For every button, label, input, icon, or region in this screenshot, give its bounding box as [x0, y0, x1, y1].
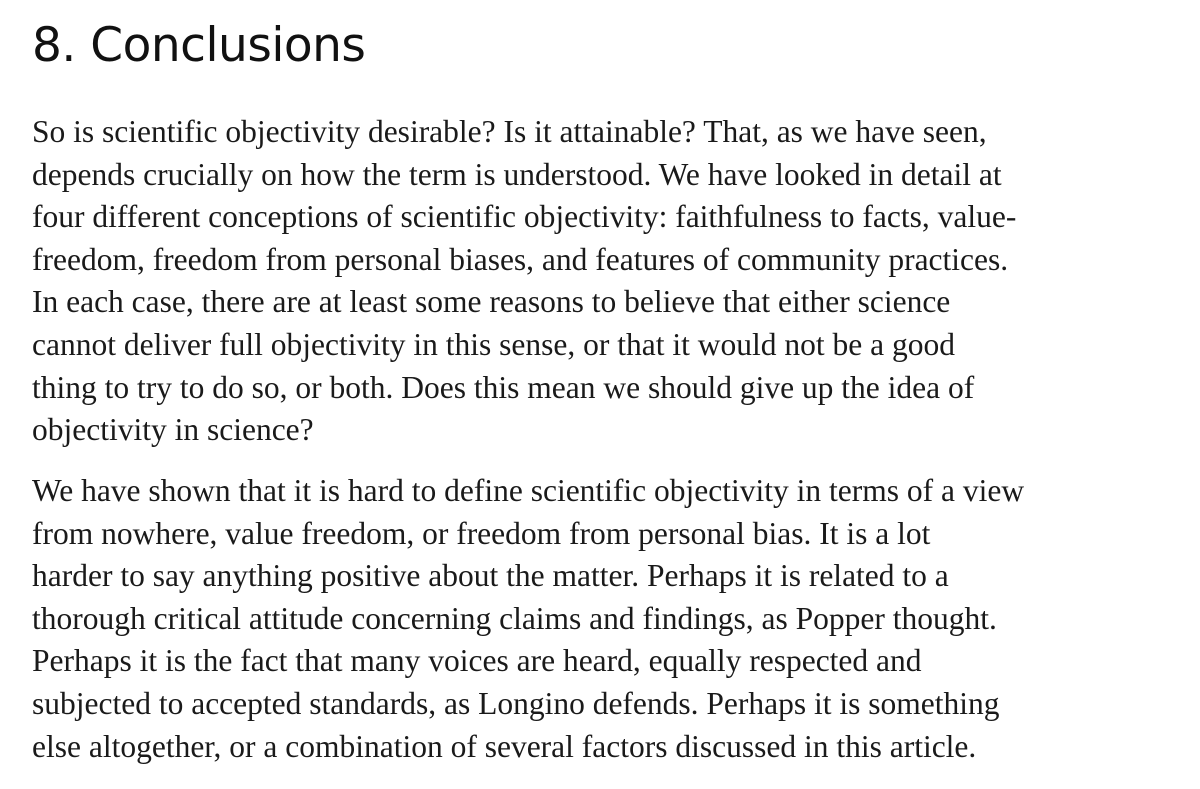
paragraph-conclusions-discussion: [32, 470, 1024, 768]
text-line: In each case, there are at least some reasons to believe that either science: [32, 284, 951, 320]
text-line: freedom, freedom from personal biases, and features of community practices.: [32, 241, 1009, 277]
text-line: So is scientific objectivity desirable? Is it attainable? That, as we have seen,: [32, 114, 987, 149]
text-line: subjected to accepted standards, as Longino defends. Perhaps it is something: [32, 685, 1000, 721]
text-line: cannot deliver full objectivity in this sense, or that it would not be a good: [32, 326, 955, 362]
text-line: four different conceptions of scientific objectivity: faithfulness to facts, value-: [32, 199, 1017, 235]
paragraph-conclusions-intro: [32, 111, 1016, 452]
text-line: thing to try to do so, or both. Does this mean we should give up the idea of: [32, 369, 975, 405]
text-line: We have shown that it is hard to define scientific objectivity in terms of a view: [32, 473, 1025, 508]
text-line: depends crucially on how the term is understood. We have looked in detail at: [32, 156, 1002, 192]
text-line: else altogether, or a combination of several factors discussed in this article.: [32, 728, 977, 764]
text-line: thorough critical attitude concerning claims and findings, as Popper thought.: [32, 600, 997, 636]
text-line: from nowhere, value freedom, or freedom from personal bias. It is a lot: [32, 515, 931, 551]
text-line: Perhaps it is the fact that many voices are heard, equally respected and: [32, 643, 922, 679]
text-line: objectivity in science?: [32, 412, 314, 448]
section-heading: 8. Conclusions: [32, 18, 366, 73]
text-line: harder to say anything positive about the matter. Perhaps it is related to a: [32, 558, 949, 594]
